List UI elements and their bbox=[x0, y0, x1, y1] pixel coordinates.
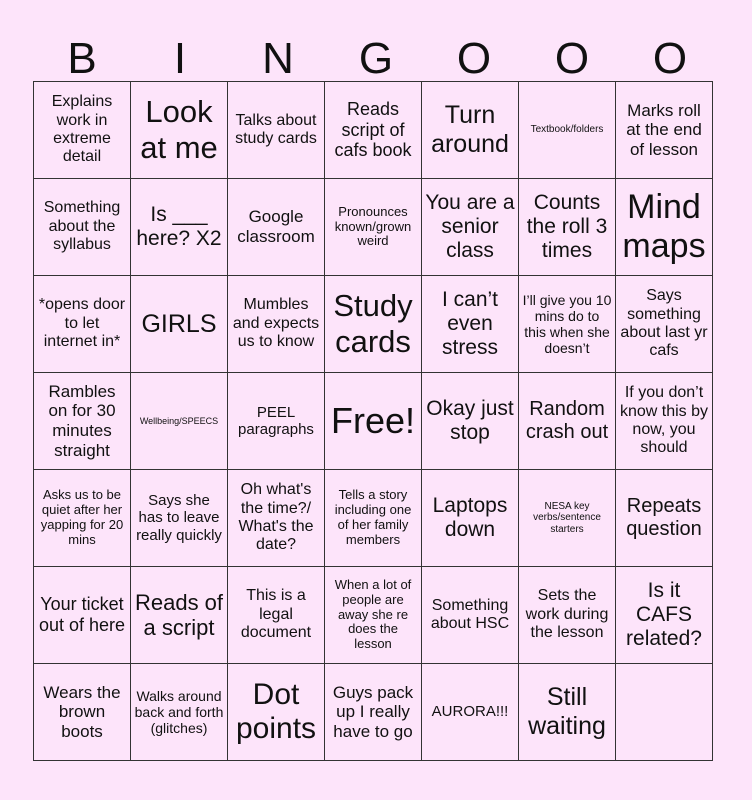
bingo-cell[interactable]: Talks about study cards bbox=[228, 82, 325, 179]
bingo-cell[interactable]: You are a senior class bbox=[422, 179, 519, 276]
header-letter: G bbox=[358, 34, 394, 83]
bingo-cell[interactable]: Wears the brown boots bbox=[34, 664, 131, 761]
bingo-cell[interactable]: PEEL paragraphs bbox=[228, 373, 325, 470]
bingo-cell[interactable]: Look at me bbox=[131, 82, 228, 179]
bingo-cell[interactable]: Study cards bbox=[325, 276, 422, 373]
bingo-cell[interactable]: Google classroom bbox=[228, 179, 325, 276]
bingo-cell[interactable]: I can’t even stress bbox=[422, 276, 519, 373]
bingo-header bbox=[33, 36, 719, 82]
bingo-cell[interactable]: Marks roll at the end of lesson bbox=[616, 82, 713, 179]
board-row bbox=[34, 179, 713, 276]
bingo-cell[interactable]: Your ticket out of here bbox=[34, 567, 131, 664]
bingo-cell[interactable]: Mind maps bbox=[616, 179, 713, 276]
bingo-cell[interactable]: Asks us to be quiet after her yapping for 20 mins bbox=[34, 470, 131, 567]
board-row bbox=[34, 373, 713, 470]
bingo-cell[interactable]: Says she has to leave really quickly bbox=[131, 470, 228, 567]
board-row bbox=[34, 276, 713, 373]
board-row bbox=[34, 664, 713, 761]
bingo-cell[interactable]: Something about the syllabus bbox=[34, 179, 131, 276]
bingo-cell[interactable]: Random crash out bbox=[519, 373, 616, 470]
bingo-cell[interactable]: Textbook/folders bbox=[519, 82, 616, 179]
bingo-cell[interactable]: When a lot of people are away she re does the lesson bbox=[325, 567, 422, 664]
bingo-cell[interactable]: Is it CAFS related? bbox=[616, 567, 713, 664]
board-row bbox=[34, 567, 713, 664]
bingo-cell[interactable]: Mumbles and expects us to know bbox=[228, 276, 325, 373]
board-row bbox=[34, 470, 713, 567]
bingo-cell[interactable]: This is a legal document bbox=[228, 567, 325, 664]
bingo-cell[interactable]: GIRLS bbox=[131, 276, 228, 373]
bingo-cell[interactable]: Tells a story including one of her family members bbox=[325, 470, 422, 567]
bingo-cell[interactable]: Reads of a script bbox=[131, 567, 228, 664]
bingo-cell[interactable]: Walks around back and forth (glitches) bbox=[131, 664, 228, 761]
bingo-cell[interactable]: Dot points bbox=[228, 664, 325, 761]
bingo-cell[interactable]: Laptops down bbox=[422, 470, 519, 567]
header-letter: O bbox=[652, 34, 688, 83]
free-space-cell[interactable]: Free! bbox=[325, 373, 422, 470]
bingo-cell[interactable]: *opens door to let internet in* bbox=[34, 276, 131, 373]
header-letter: O bbox=[456, 34, 492, 83]
bingo-cell[interactable]: Pronounces known/grown weird bbox=[325, 179, 422, 276]
bingo-cell[interactable]: Guys pack up I really have to go bbox=[325, 664, 422, 761]
bingo-cell[interactable]: Reads script of cafs book bbox=[325, 82, 422, 179]
header-letter: B bbox=[67, 34, 97, 83]
header-letter: N bbox=[262, 34, 294, 83]
empty-cell[interactable] bbox=[616, 664, 713, 761]
bingo-cell[interactable]: Wellbeing/SPEECS bbox=[131, 373, 228, 470]
bingo-cell[interactable]: Something about HSC bbox=[422, 567, 519, 664]
header-letter: I bbox=[173, 34, 187, 83]
bingo-cell[interactable]: Sets the work during the lesson bbox=[519, 567, 616, 664]
bingo-board bbox=[33, 81, 713, 761]
bingo-cell[interactable]: If you don’t know this by now, you should bbox=[616, 373, 713, 470]
bingo-cell[interactable]: NESA key verbs/sentence starters bbox=[519, 470, 616, 567]
bingo-cell[interactable]: Repeats question bbox=[616, 470, 713, 567]
bingo-cell[interactable]: Counts the roll 3 times bbox=[519, 179, 616, 276]
bingo-cell[interactable]: I’ll give you 10 mins do to this when she doesn’t bbox=[519, 276, 616, 373]
header-letter: O bbox=[554, 34, 590, 83]
bingo-cell[interactable]: Still waiting bbox=[519, 664, 616, 761]
bingo-cell[interactable]: Oh what's the time?/ What's the date? bbox=[228, 470, 325, 567]
bingo-cell[interactable]: Is ___ here? X2 bbox=[131, 179, 228, 276]
bingo-cell[interactable]: Rambles on for 30 minutes straight bbox=[34, 373, 131, 470]
bingo-cell[interactable]: Says something about last yr cafs bbox=[616, 276, 713, 373]
board-row bbox=[34, 82, 713, 179]
bingo-cell[interactable]: Turn around bbox=[422, 82, 519, 179]
bingo-cell[interactable]: AURORA!!! bbox=[422, 664, 519, 761]
bingo-cell[interactable]: Okay just stop bbox=[422, 373, 519, 470]
bingo-cell[interactable]: Explains work in extreme detail bbox=[34, 82, 131, 179]
